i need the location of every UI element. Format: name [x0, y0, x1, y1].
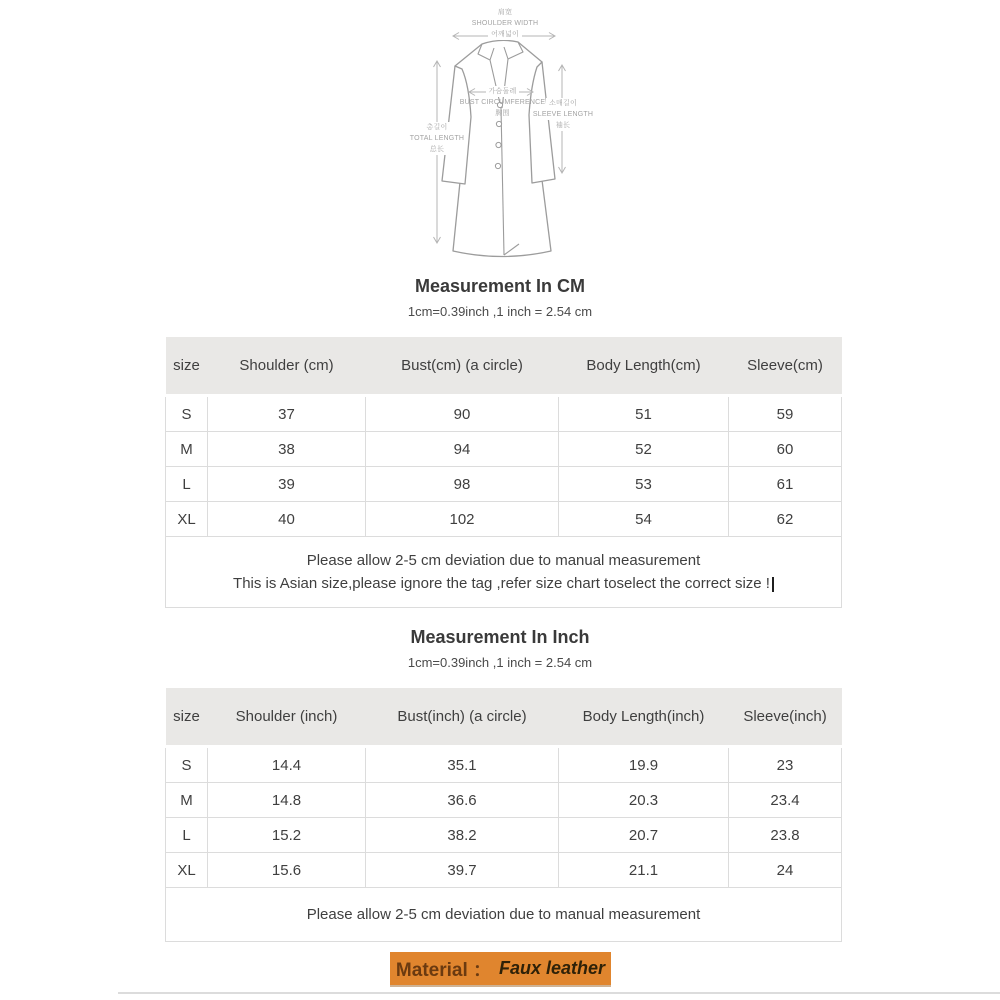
- coat-measurement-diagram: [405, 5, 655, 267]
- sleeve-label-en: SLEEVE LENGTH: [530, 109, 596, 120]
- table-cell: M: [166, 432, 208, 467]
- table-cell: 59: [729, 396, 842, 432]
- deviation-note: Please allow 2-5 cm deviation due to manual measurement: [306, 906, 701, 923]
- column-header: Bust(inch) (a circle): [366, 688, 559, 747]
- sleeve-label-zh: 袖长: [553, 120, 573, 131]
- table-cell: 102: [366, 502, 559, 537]
- table-cell: 24: [729, 853, 842, 888]
- bust-label-zh: 胸围: [495, 110, 510, 117]
- total-length-annotation: [403, 122, 471, 155]
- table-note-row: [166, 888, 842, 942]
- table-cell: 20.3: [559, 783, 729, 818]
- cm-size-table: [165, 337, 842, 608]
- table-cell: 15.2: [208, 818, 366, 853]
- inch-section-title: Measurement In Inch: [410, 627, 590, 647]
- column-header: Bust(cm) (a circle): [366, 337, 559, 396]
- table-cell: 39: [208, 467, 366, 502]
- table-cell: 53: [559, 467, 729, 502]
- table-cell: M: [166, 783, 208, 818]
- table-row: [166, 818, 842, 853]
- column-header: size: [166, 688, 208, 747]
- asian-size-note: This is Asian size,please ignore the tag ,refer size chart toselect the correct size !: [166, 572, 841, 595]
- table-cell: 94: [366, 432, 559, 467]
- table-cell: 23: [729, 747, 842, 783]
- column-header: Body Length(inch): [559, 688, 729, 747]
- column-header: Sleeve(inch): [729, 688, 842, 747]
- table-cell: 14.8: [208, 783, 366, 818]
- table-row: [166, 502, 842, 537]
- table-cell: 98: [366, 467, 559, 502]
- table-cell: 39.7: [366, 853, 559, 888]
- cm-section-subtitle: 1cm=0.39inch ,1 inch = 2.54 cm: [407, 304, 593, 319]
- table-cell: 52: [559, 432, 729, 467]
- bust-label-ko: 가슴둘레: [486, 86, 520, 97]
- table-row: [166, 783, 842, 818]
- inch-table-header-row: [166, 688, 842, 747]
- table-cell: 61: [729, 467, 842, 502]
- column-header: Shoulder (inch): [208, 688, 366, 747]
- table-cell: 38: [208, 432, 366, 467]
- deviation-note: Please allow 2-5 cm deviation due to manual measurement: [306, 552, 701, 569]
- cm-table-notes: [166, 537, 842, 608]
- table-row: [166, 396, 842, 432]
- shoulder-width-annotation: [450, 7, 560, 40]
- column-header: Sleeve(cm): [729, 337, 842, 396]
- table-cell: L: [166, 818, 208, 853]
- table-cell: 23.4: [729, 783, 842, 818]
- total-label-zh: 总长: [427, 144, 447, 155]
- table-cell: 15.6: [208, 853, 366, 888]
- table-cell: XL: [166, 853, 208, 888]
- table-row: [166, 432, 842, 467]
- table-cell: 37: [208, 396, 366, 432]
- column-header: Body Length(cm): [559, 337, 729, 396]
- table-cell: L: [166, 467, 208, 502]
- table-cell: XL: [166, 502, 208, 537]
- shoulder-label-ko: 어깨넓이: [488, 29, 522, 40]
- table-cell: S: [166, 396, 208, 432]
- inch-section-subtitle: 1cm=0.39inch ,1 inch = 2.54 cm: [407, 655, 593, 670]
- bust-label-en: BUST CIRCUMFERENCE: [459, 99, 546, 106]
- column-header: Shoulder (cm): [208, 337, 366, 396]
- cm-section-title: Measurement In CM: [414, 276, 586, 296]
- table-cell: 20.7: [559, 818, 729, 853]
- shoulder-label-zh: 肩宽: [497, 9, 513, 16]
- table-cell: 54: [559, 502, 729, 537]
- bottom-divider-line: [118, 992, 1000, 994]
- table-cell: 38.2: [366, 818, 559, 853]
- cm-table-header-row: [166, 337, 842, 396]
- table-cell: 62: [729, 502, 842, 537]
- material-highlight: [390, 952, 611, 985]
- sleeve-label-ko: 소매길이: [546, 98, 580, 109]
- table-note-row: [166, 537, 842, 608]
- inch-size-table: [165, 688, 842, 942]
- table-cell: 35.1: [366, 747, 559, 783]
- table-cell: 19.9: [559, 747, 729, 783]
- shoulder-label-en: SHOULDER WIDTH: [471, 20, 539, 27]
- table-row: [166, 467, 842, 502]
- table-cell: 36.6: [366, 783, 559, 818]
- material-value: Faux leather: [499, 958, 606, 978]
- table-cell: 23.8: [729, 818, 842, 853]
- table-row: [166, 853, 842, 888]
- column-header: size: [166, 337, 208, 396]
- inch-table-notes: [166, 888, 842, 942]
- table-cell: S: [166, 747, 208, 783]
- table-cell: 51: [559, 396, 729, 432]
- table-cell: 14.4: [208, 747, 366, 783]
- table-cell: 21.1: [559, 853, 729, 888]
- table-row: [166, 747, 842, 783]
- total-label-ko: 총길이: [424, 122, 451, 133]
- table-cell: 60: [729, 432, 842, 467]
- total-label-en: TOTAL LENGTH: [407, 133, 467, 144]
- text-cursor: [772, 577, 774, 592]
- table-cell: 40: [208, 502, 366, 537]
- sleeve-length-annotation: [527, 98, 599, 131]
- material-label: Material ：: [395, 960, 493, 981]
- table-cell: 90: [366, 396, 559, 432]
